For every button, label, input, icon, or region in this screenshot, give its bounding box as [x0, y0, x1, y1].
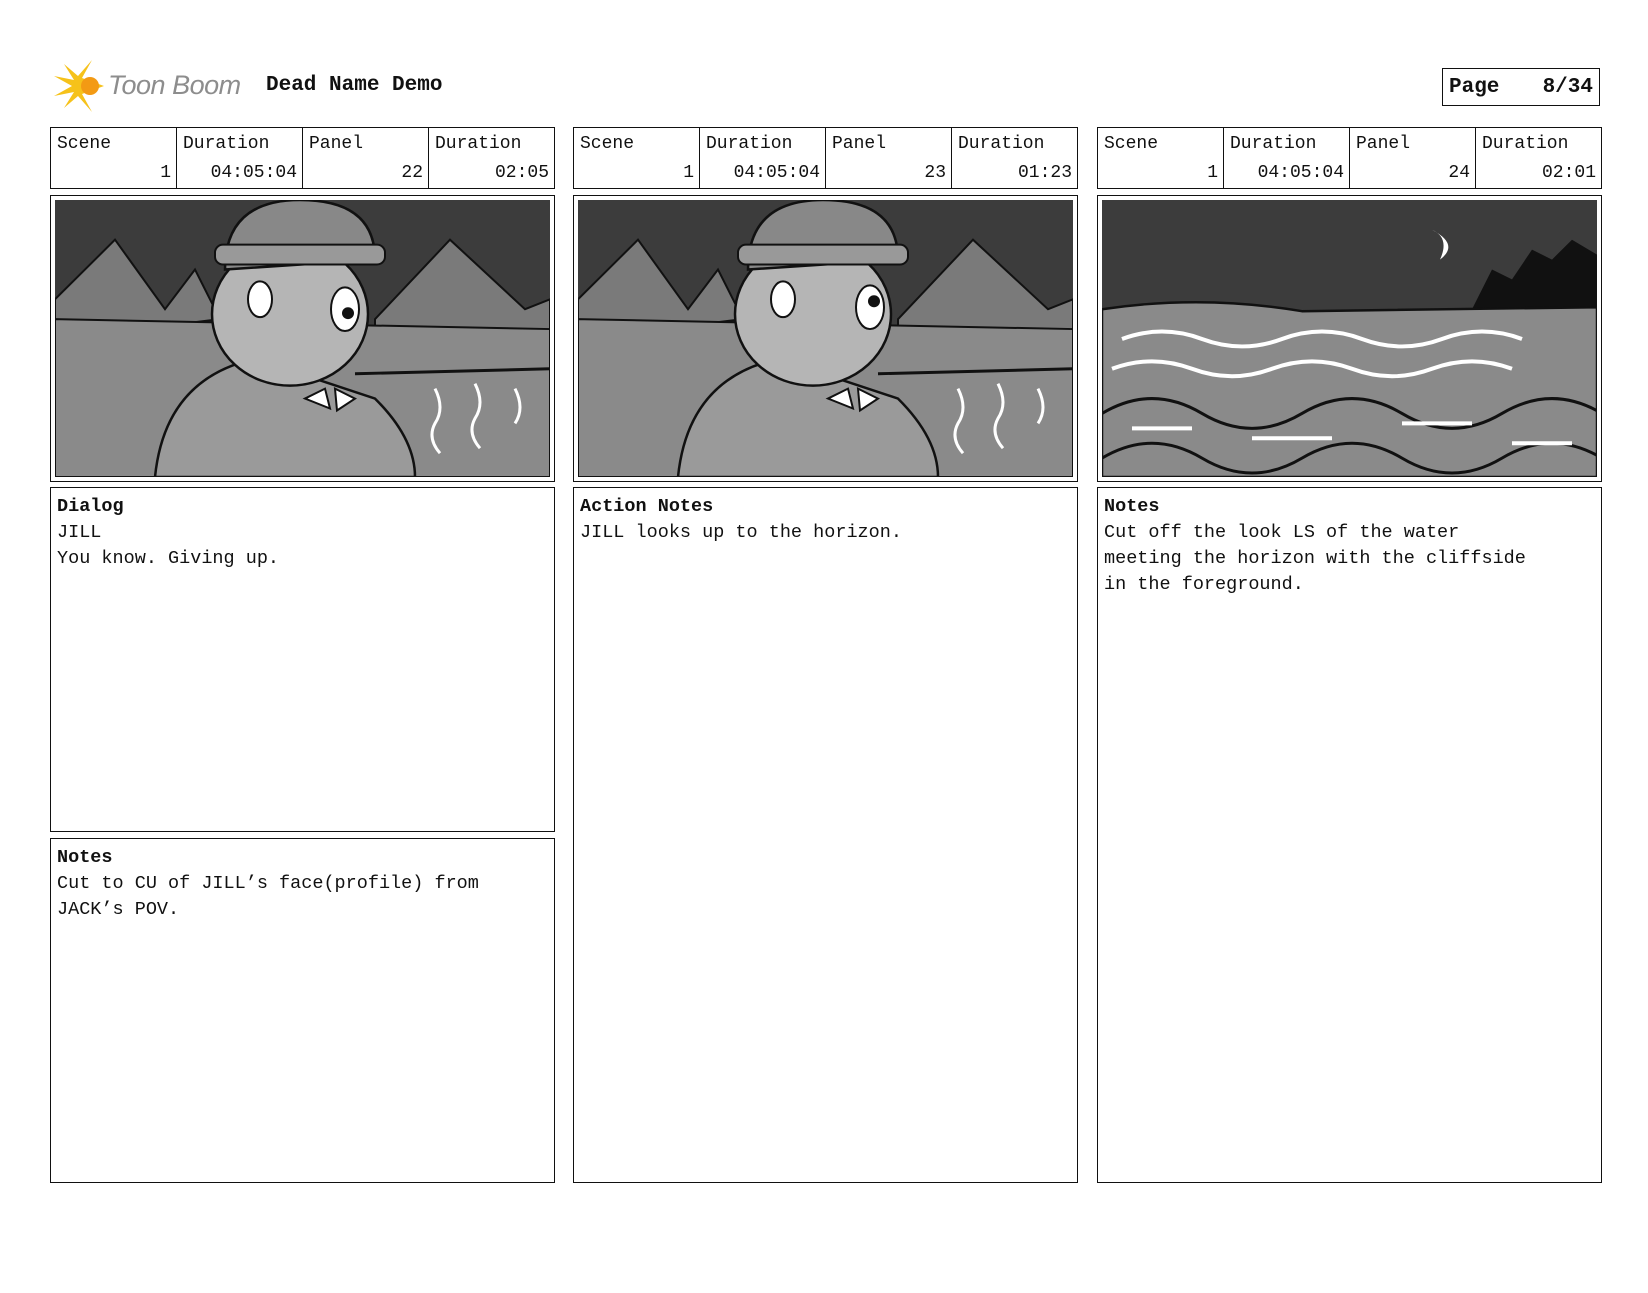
page-number: 8/34: [1542, 75, 1593, 99]
notes-box: [50, 838, 555, 1183]
panel-info-bar: [573, 127, 1078, 189]
panel-cell: [1350, 128, 1476, 188]
scene-duration-value: 04:05:04: [733, 163, 820, 183]
panel-info-bar: [50, 127, 555, 189]
box-line: JACK’s POV.: [57, 899, 180, 920]
panel-label: Panel: [832, 134, 887, 154]
panel-duration-label: Duration: [958, 134, 1045, 154]
box-line: Cut to CU of JILL’s face(profile) from: [57, 873, 479, 894]
scene-duration-label: Duration: [1230, 134, 1317, 154]
panel-duration-label: Duration: [1482, 134, 1569, 154]
box-line: meeting the horizon with the cliffside: [1104, 548, 1526, 569]
panel-image: [50, 195, 555, 482]
scene-duration-cell: [1224, 128, 1350, 188]
panel-duration-value: 02:05: [494, 163, 549, 183]
starburst-icon: [52, 58, 108, 114]
box-line: in the foreground.: [1104, 574, 1304, 595]
box-line: JILL looks up to the horizon.: [580, 522, 902, 543]
dialog-box: [50, 487, 555, 832]
scene-value: 1: [160, 163, 171, 183]
scene-label: Scene: [580, 134, 635, 154]
panel-cell: [826, 128, 952, 188]
box-heading: Notes: [1104, 496, 1160, 517]
scene-duration-label: Duration: [706, 134, 793, 154]
scene-duration-value: 04:05:04: [1257, 163, 1344, 183]
document-title: Dead Name Demo: [266, 74, 443, 97]
panel-duration-value: 02:01: [1541, 163, 1596, 183]
panel-duration-cell: [429, 128, 554, 188]
panel-value: 24: [1448, 163, 1470, 183]
page-indicator: [1442, 68, 1600, 106]
scene-cell: [574, 128, 700, 188]
scene-cell: [51, 128, 177, 188]
scene-cell: [1098, 128, 1224, 188]
panel-value: 22: [401, 163, 423, 183]
jill-closeup-drawing: [55, 200, 550, 477]
scene-duration-value: 04:05:04: [210, 163, 297, 183]
panel-label: Panel: [1356, 134, 1411, 154]
box-line: Cut off the look LS of the water: [1104, 522, 1460, 543]
box-line: You know. Giving up.: [57, 548, 280, 569]
panel-duration-label: Duration: [435, 134, 522, 154]
panel-info-bar: [1097, 127, 1602, 189]
panel-duration-cell: [1476, 128, 1601, 188]
notes-box: [1097, 487, 1602, 1183]
scene-value: 1: [1207, 163, 1218, 183]
panel-duration-cell: [952, 128, 1077, 188]
scene-label: Scene: [57, 134, 112, 154]
ocean-horizon-drawing: [1102, 200, 1597, 477]
panel-image: [1097, 195, 1602, 482]
scene-value: 1: [683, 163, 694, 183]
box-heading: Action Notes: [580, 496, 714, 517]
logo-text: Toon Boom: [108, 70, 241, 100]
jill-looking-up-drawing: [578, 200, 1073, 477]
action-notes-box: [573, 487, 1078, 1183]
panel-cell: [303, 128, 429, 188]
toon-boom-logo: [52, 58, 252, 114]
panel-value: 23: [924, 163, 946, 183]
box-line: JILL: [57, 522, 102, 543]
scene-label: Scene: [1104, 134, 1159, 154]
box-heading: Notes: [57, 847, 113, 868]
box-heading: Dialog: [57, 496, 124, 517]
scene-duration-cell: [177, 128, 303, 188]
panel-image: [573, 195, 1078, 482]
scene-duration-label: Duration: [183, 134, 270, 154]
scene-duration-cell: [700, 128, 826, 188]
panel-duration-value: 01:23: [1017, 163, 1072, 183]
panel-label: Panel: [309, 134, 364, 154]
page-label: Page: [1449, 75, 1500, 99]
